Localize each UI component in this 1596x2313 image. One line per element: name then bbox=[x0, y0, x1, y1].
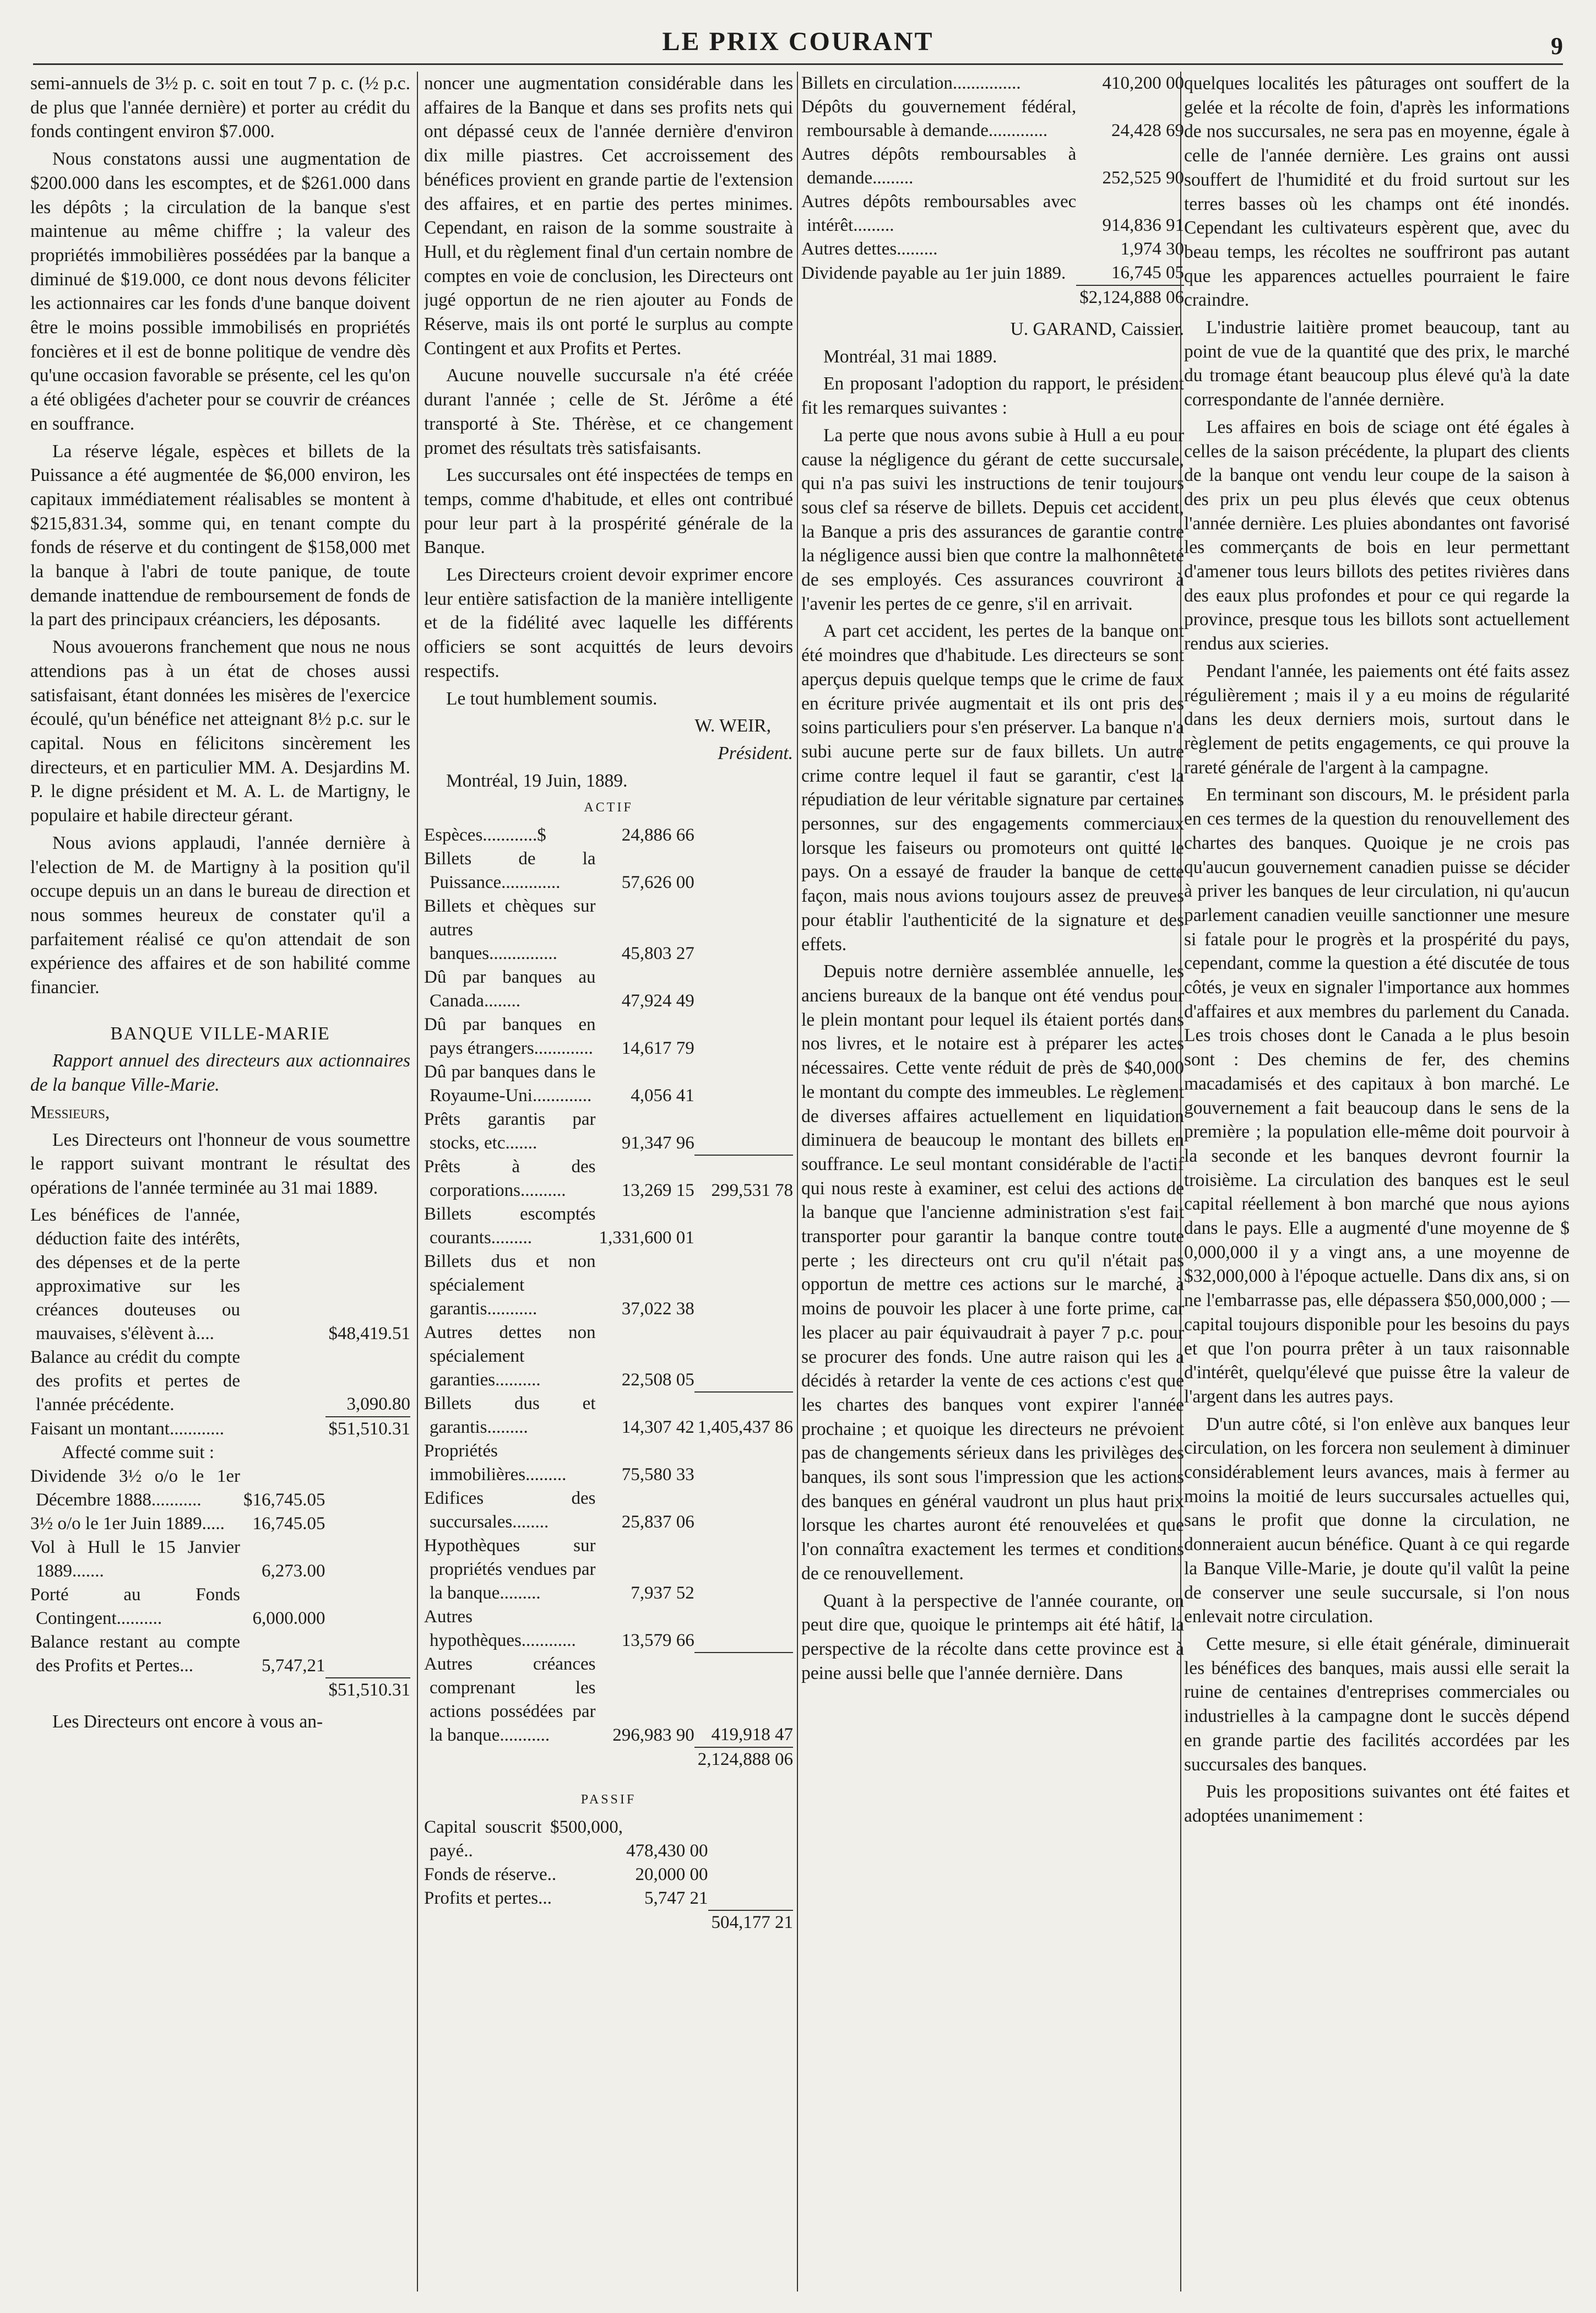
paragraph: D'un autre côté, si l'on enlève aux banques leur circulation, on les forcera non seulement à diminuer considérablement leurs avances, mais à fermer au moins la moitié de leurs succursales actuelles qui, sans le profit que donne la circulation, ne donneraient aucun bénéfice. Quant à ce qui regarde la Banque Ville-Marie, je doute qu'il valût la peine de conserver une seule succursale, si l'on nous enlevait notre circulation. bbox=[1184, 1413, 1570, 1627]
table-row bbox=[30, 1536, 410, 1583]
paragraph: Le tout humblement soumis. bbox=[446, 688, 658, 709]
row-label: Balance au crédit du compte des profits et pertes de l'année précédente. bbox=[30, 1347, 240, 1415]
masthead-title: LE PRIX COURANT bbox=[662, 27, 934, 56]
row-label: Fonds de réserve.. bbox=[424, 1864, 557, 1884]
row-total bbox=[325, 1465, 411, 1512]
row-total: $48,419.51 bbox=[328, 1323, 410, 1344]
row-total: $51,510.31 bbox=[325, 1678, 411, 1702]
header-rule bbox=[33, 63, 1563, 65]
row-total: 2,124,888 06 bbox=[694, 1747, 793, 1772]
row-label: Prêts à des corporations.......... bbox=[424, 1157, 596, 1201]
row-label bbox=[801, 285, 1076, 310]
row-total bbox=[694, 824, 793, 847]
passif-label: PASSIF bbox=[580, 1792, 637, 1807]
row-label: Autres créances comprenant les actions possédées par la banque........... bbox=[424, 1654, 596, 1746]
table-row bbox=[801, 285, 1184, 310]
table-row bbox=[801, 261, 1184, 285]
row-label: Billets et chèques sur autres banques............... bbox=[424, 896, 596, 964]
column-4 bbox=[1184, 72, 1570, 2292]
row-value: 91,347 96 bbox=[621, 1133, 694, 1153]
row-label: Dividende 3½ o/o le 1er Décembre 1888........... bbox=[30, 1466, 240, 1510]
table-row bbox=[424, 1863, 793, 1887]
row-label: Billets en circulation............... bbox=[801, 73, 1021, 93]
row-total bbox=[325, 1631, 411, 1678]
row-value: 24,428 69 bbox=[1111, 121, 1184, 140]
row-label: Prêts garantis par stocks, etc....... bbox=[424, 1109, 596, 1153]
row-value: 20,000 00 bbox=[635, 1864, 708, 1884]
row-value: 252,525 90 bbox=[1102, 168, 1184, 188]
table-row bbox=[424, 895, 793, 966]
table-row bbox=[30, 1204, 410, 1346]
row-label bbox=[424, 1747, 596, 1772]
column-3 bbox=[801, 72, 1184, 2292]
row-value bbox=[596, 1747, 694, 1772]
row-value: 24,886 66 bbox=[621, 825, 694, 846]
table-row bbox=[801, 95, 1184, 143]
row-label: Edifices des succursales........ bbox=[424, 1488, 596, 1532]
profit-table bbox=[30, 1204, 410, 1702]
actif-label: ACTIF bbox=[584, 800, 633, 815]
table-row bbox=[424, 1013, 793, 1060]
paragraph: Pendant l'année, les paiements ont été faits assez régulièrement ; mais il y a eu moins de régularité dans les deux derniers mois, surtout dans le règlement de petits engagements, ce qui prouve la rareté générale de l'argent à la campagne. bbox=[1184, 660, 1570, 778]
row-value: 6,000.000 bbox=[252, 1608, 325, 1628]
row-value: 22,508 05 bbox=[621, 1370, 694, 1390]
table-row bbox=[424, 1653, 793, 1747]
column-divider bbox=[417, 72, 418, 2292]
table-row bbox=[801, 237, 1184, 261]
paragraph: Cette mesure, si elle était générale, diminuerait les bénéfices des banques, mais aussi elle serait la ruine de centaines d'entreprises commerciales ou industrielles à la campagne dont le succès dépend en grande partie des facilités accordées par les succursales des banques. bbox=[1184, 1634, 1570, 1775]
paragraph: En proposant l'adoption du rapport, le président fit les remarques suivantes : bbox=[801, 373, 1184, 419]
row-value: 57,626 00 bbox=[621, 873, 694, 893]
table-row bbox=[424, 1060, 793, 1108]
table-row bbox=[30, 1441, 410, 1465]
table-row bbox=[424, 1816, 793, 1863]
row-total: 419,918 47 bbox=[694, 1653, 793, 1747]
row-value: 75,580 33 bbox=[621, 1465, 694, 1485]
section-heading: BANQUE VILLE-MARIE bbox=[110, 1023, 330, 1044]
paragraph: La réserve légale, espèces et billets de la Puissance a été augmentée de $6,000 environ, les capitaux immédiatement réalisables se montent à $215,831.34, somme qui, en tenant compte du fonds de réserve et du contingent de $158,000 met la banque à l'abri de toute panique, de toute demande inattendue de remboursement de fonds de la part des principaux créanciers, les déposants. bbox=[30, 441, 410, 630]
row-total bbox=[694, 1321, 793, 1392]
row-label: Les bénéfices de l'année, déduction faite des intérêts, des dépenses et de la perte approximative sur les créances douteuses ou mauvaises, s'élèvent à.... bbox=[30, 1205, 240, 1344]
row-label: Autres dépôts remboursables à demande......... bbox=[801, 144, 1077, 188]
table-row bbox=[424, 1155, 793, 1202]
paragraph: Nous avions applaudi, l'année dernière à l'election de M. de Martigny à la position qu'il occupe depuis un an dans le bureau de direction et nous sommes heureux de constater qu'il a parfaitement réalisé ce qu'on attendait de son expérience des affaires et de son habilité comme financier. bbox=[30, 832, 410, 998]
table-row bbox=[30, 1512, 410, 1536]
salutation: Messieurs, bbox=[30, 1102, 110, 1123]
row-total: 3,090.80 bbox=[346, 1394, 410, 1414]
row-total bbox=[694, 1060, 793, 1108]
column-2 bbox=[424, 72, 793, 2292]
row-label: Billets de la Puissance............. bbox=[424, 849, 596, 893]
row-value: 410,200 00 bbox=[1102, 73, 1184, 93]
row-total: $2,124,888 06 bbox=[1076, 285, 1184, 310]
row-value: 13,269 15 bbox=[621, 1180, 694, 1201]
row-total bbox=[694, 1013, 793, 1060]
row-label: Billets escomptés courants......... bbox=[424, 1204, 596, 1248]
row-value bbox=[240, 1346, 325, 1417]
row-label: Espèces............$ bbox=[424, 825, 546, 846]
paragraph: La perte que nous avons subie à Hull a eu pour cause la négligence du gérant de cette succursale, qui n'a pas suivi les instructions de tenir toujours sous clef sa réserve de billets. Depuis cet accident, la Banque a pris des assurances de garantie contre la négligence aussi bien que contre la malhonnêteté de ses employés. Ces assurances couvriront à l'avenir les pertes de ce genre, s'il en arrivait. bbox=[801, 425, 1184, 614]
column-divider bbox=[797, 72, 798, 2292]
table-row bbox=[424, 1534, 793, 1605]
table-row bbox=[424, 966, 793, 1013]
table-row bbox=[30, 1583, 410, 1631]
row-label: Autres dettes non spécialement garanties.......... bbox=[424, 1323, 596, 1390]
table-row bbox=[424, 847, 793, 895]
passif-table bbox=[424, 1816, 793, 1935]
table-row bbox=[424, 1487, 793, 1534]
table-row bbox=[801, 143, 1184, 190]
row-label: Balance restant au compte des Profits et Pertes... bbox=[30, 1632, 240, 1676]
row-label: Vol à Hull le 15 Janvier 1889....... bbox=[30, 1537, 240, 1581]
paragraph: Les affaires en bois de sciage ont été égales à celles de la saison précédente, la plupart des clients de la banque ont vendu leur coupe de la saison à des prix un peu plus élevés que ceux obtenus l'année dernière. Les pluies abondantes ont favorisé les commerçants de bois en leur permettant d'amener tous leurs billots des petites rivières dans des eaux plus profondes et pour ce qui regarde la province, presque tous les billots sont actuellement rendus aux scieries. bbox=[1184, 416, 1570, 654]
table-row bbox=[30, 1631, 410, 1678]
row-label: Dividende payable au 1er juin 1889. bbox=[801, 263, 1066, 283]
signature: U. GARAND, Caissier. bbox=[1010, 319, 1184, 339]
row-total: $51,510.31 bbox=[325, 1417, 411, 1441]
column-1 bbox=[30, 72, 410, 2292]
place-date: Montréal, 31 mai 1889. bbox=[823, 346, 997, 367]
paragraph: noncer une augmentation considérable dans les affaires de la Banque et dans ses profits nets qui ont dépassé ceux de l'année dernière d'environ dix mille piastres. Cet accroissement des bénéfices provient en grande partie de l'extension des affaires, et en partie des pertes minimes. Cependant, en raison de la somme soustraite à Hull, et du règlement final d'un certain nombre de comptes en voie de conclusion, les Directeurs ont jugé opportun de ne rien ajouter au Fonds de Réserve, mais ils ont porté le surplus au compte Contingent et aux Profits et Pertes. bbox=[424, 73, 793, 359]
row-total bbox=[694, 1534, 793, 1605]
table-row bbox=[424, 1392, 793, 1439]
row-value: 45,803 27 bbox=[621, 944, 694, 964]
table-row bbox=[424, 1887, 793, 1910]
row-label: Affecté comme suit : bbox=[61, 1442, 215, 1462]
table-row bbox=[424, 1202, 793, 1250]
row-value: 7,937 52 bbox=[631, 1583, 694, 1604]
row-total bbox=[325, 1512, 411, 1536]
row-value: $16,745.05 bbox=[243, 1489, 325, 1510]
row-label: Propriétés immobilières......... bbox=[424, 1441, 567, 1485]
row-value: 478,430 00 bbox=[626, 1840, 708, 1861]
row-label bbox=[30, 1678, 240, 1702]
table-row bbox=[801, 190, 1184, 237]
paragraph: En terminant son discours, M. le président parla en ces termes de la question du renouvellement des chartes des banques. Quoique je ne crois pas qu'aucun gouvernement canadien puisse se décider à priver les banques de leur circulation, ni qu'aucun parlement canadien veuille sanctionner une mesure si fatale pour le progrès et la prospérité du pays, cependant, comme la question a été discutée de tous côtés, je veux en signaler l'importance aux hommes d'affaires et aux membres du parlement du Canada. Les trois choses dont le Canada a le plus besoin sont : Des chemins de fer, des chemins macadamisés et des capitaux à bon marché. Le gouvernement a fait beaucoup dans le sens de la première ; la population elle-même doit pourvoir à la seconde et les banques devront fournir la troisième. La circulation des banques est le seul capital réellement à bon marché que nous ayions dans le pays. Elle a augmenté d'une moyenne de $ 0,000,000 il y a vingt ans, a une moyenne de $32,000,000 à l'époque actuelle. Dans dix ans, si on ne l'embarrasse pas, elle dépassera $50,000,000 ; — capital toujours disponible pour les besoins du pays et que l'on pourra prêter à un taux raisonnable d'intérêt, quelqu'élevé que puisse être la valeur de l'argent dans les autres pays. bbox=[1184, 784, 1570, 1407]
paragraph: quelques localités les pâturages ont souffert de la gelée et la récolte de foin, d'après les informations de nos succursales, ne sera pas en moyenne, égale à celle de l'année dernière. Les grains ont aussi souffert de l'humidité et du froid surtout sur les terres basses où les champs ont été inondés. Cependant les cultivateurs espèrent que, avec du beau temps, les récoltes ne souffriront pas autant que les apparences actuelles pourraient le faire craindre. bbox=[1184, 73, 1570, 311]
row-total bbox=[694, 966, 793, 1013]
page-header bbox=[22, 11, 1574, 72]
paragraph: Nous avouerons franchement que nous ne nous attendions pas à un état de choses aussi satisfaisant, étant données les misères de l'exercice écoulé, qu'un bénéfice net atteignant 8½ p.c. sur le capital. Nous en félicitons sincèrement les directeurs, et en particulier MM. A. Desjardins M. P. le digne président et M. A. L. de Martigny, le populaire et habile directeur gérant. bbox=[30, 637, 410, 826]
table-row bbox=[30, 1465, 410, 1512]
row-value: 16,745 05 bbox=[1111, 263, 1184, 283]
paragraph: Les succursales ont été inspectées de temps en temps, comme d'habitude, et elles ont contribué pour leur part à la prospérité générale de la Banque. bbox=[424, 465, 793, 558]
row-total: 299,531 78 bbox=[694, 1155, 793, 1202]
signature-title: Président. bbox=[718, 743, 793, 763]
row-value: 6,273.00 bbox=[262, 1561, 325, 1581]
row-total bbox=[694, 895, 793, 966]
row-value: 5,747 21 bbox=[644, 1888, 708, 1908]
table-row bbox=[424, 1910, 793, 1935]
row-value: 1,331,600 01 bbox=[599, 1228, 694, 1248]
table-row bbox=[30, 1346, 410, 1417]
row-total bbox=[325, 1441, 411, 1465]
row-total bbox=[708, 1863, 794, 1887]
row-value: 47,924 49 bbox=[621, 991, 694, 1011]
row-value: 14,307 42 bbox=[621, 1417, 694, 1438]
row-label: Dû par banques au Canada........ bbox=[424, 967, 596, 1011]
row-label bbox=[424, 1910, 623, 1935]
table-row bbox=[30, 1417, 410, 1441]
row-value bbox=[240, 1678, 325, 1702]
row-total: 504,177 21 bbox=[708, 1910, 794, 1935]
section-subheading: Rapport annuel des directeurs aux actionnaires de la banque Ville-Marie. bbox=[30, 1050, 410, 1096]
paragraph: Les Directeurs croient devoir exprimer encore leur entière satisfaction de la manière intelligente et de la fidélité avec laquelle les différents officiers se sont acquittés de leurs devoirs respectifs. bbox=[424, 565, 793, 681]
paragraph: Nous constatons aussi une augmentation de $200.000 dans les escomptes, et de $261.000 dans les dépôts ; la circulation de la banque s'est maintenue au même chiffre ; la valeur des propriétés immobilières possédées par la banque a diminué de $19.000, ce dont nous devons féliciter les actionnaires car les fonds d'une banque doivent être le moins possible immobilisés en propriétés foncières et il est de bonne politique de vendre dès qu'une occasion favorable se présente, cel les qu'on a été obligées d'acheter pour se couvrir de créances en souffrance. bbox=[30, 149, 410, 434]
table-row bbox=[424, 1321, 793, 1392]
row-value: 296,983 90 bbox=[612, 1725, 694, 1746]
paragraph: Aucune nouvelle succursale n'a été créée durant l'année ; celle de St. Jérôme a été transporté à Ste. Thérèse, et ce changement promet des résultats très satisfaisants. bbox=[424, 365, 793, 458]
table-row bbox=[30, 1678, 410, 1702]
row-label: Dû par banques dans le Royaume-Uni............. bbox=[424, 1062, 596, 1106]
row-total bbox=[694, 1250, 793, 1321]
paragraph: A part cet accident, les pertes de la banque ont été moindres que d'habitude. Les directeurs se sont aperçus depuis quelque temps que le crime de faux en écriture privée augmentait et ils ont pris des soins particuliers pour s'en préserver. La banque n'a subi aucune perte sur de faux billets. Un autre crime contre lequel il faut se garantir, c'est la répudiation de leur véritable signature par certaines personnes, sur des engagements commerciaux lorsque les faiseurs ou promoteurs ont quitté le pays. On a essayé de frauder la banque de cette façon, mais nous avions toujours assez de preuves pour établir l'authenticité de la signature et des effets. bbox=[801, 621, 1184, 955]
table-row bbox=[424, 824, 793, 847]
row-value: 1,974 30 bbox=[1120, 239, 1184, 259]
actif-table bbox=[424, 824, 793, 1772]
row-total bbox=[325, 1536, 411, 1583]
place-date: Montréal, 19 Juin, 1889. bbox=[446, 770, 628, 791]
row-total bbox=[694, 1108, 793, 1155]
row-total bbox=[694, 1605, 793, 1653]
row-total bbox=[694, 1487, 793, 1534]
table-row bbox=[424, 1747, 793, 1772]
row-label: Autres hypothèques............ bbox=[424, 1607, 576, 1651]
row-total bbox=[694, 847, 793, 895]
row-value: 13,579 66 bbox=[621, 1631, 694, 1651]
table-row bbox=[424, 1108, 793, 1155]
row-total: 1,405,437 86 bbox=[694, 1392, 793, 1439]
paragraph: Quant à la perspective de l'année courante, on peut dire que, quoique le printemps ait été hâtif, la perspective de la récolte dans cette province est à peine aussi belle que l'année dernière. Dans bbox=[801, 1590, 1184, 1683]
row-label: Profits et pertes... bbox=[424, 1888, 552, 1908]
paragraph: Les Directeurs ont l'honneur de vous soumettre le rapport suivant montrant le résultat des opérations de l'année terminée au 31 mai 1889. bbox=[30, 1129, 410, 1198]
row-label: 3½ o/o le 1er Juin 1889..... bbox=[30, 1513, 225, 1534]
table-row bbox=[424, 1250, 793, 1321]
row-value: 37,022 38 bbox=[621, 1299, 694, 1319]
paragraph: Les Directeurs ont encore à vous an- bbox=[52, 1711, 323, 1732]
row-value: 914,836 91 bbox=[1102, 215, 1184, 235]
row-label: Porté au Fonds Contingent.......... bbox=[30, 1584, 240, 1628]
row-total bbox=[694, 1439, 793, 1487]
row-value: 14,617 79 bbox=[621, 1038, 694, 1059]
row-value bbox=[623, 1910, 708, 1935]
row-value bbox=[240, 1441, 325, 1465]
table-row bbox=[424, 1605, 793, 1653]
row-total bbox=[694, 1202, 793, 1250]
row-total bbox=[708, 1887, 794, 1910]
passif-continued-table bbox=[801, 72, 1184, 310]
page-number: 9 bbox=[1551, 32, 1563, 59]
paragraph: L'industrie laitière promet beaucoup, tant au point de vue de la quantité que des prix, le marché du tromage étant beaucoup plus élevé qu'à la date correspondante de l'année dernière. bbox=[1184, 317, 1570, 410]
row-label: Faisant un montant............ bbox=[30, 1418, 224, 1439]
row-value: 4,056 41 bbox=[631, 1086, 694, 1106]
row-value bbox=[240, 1204, 325, 1346]
row-label: Billets dus et non spécialement garantis........... bbox=[424, 1252, 596, 1319]
row-value bbox=[240, 1417, 325, 1441]
row-label: Billets dus et garantis......... bbox=[424, 1394, 596, 1438]
row-value: 5,747,21 bbox=[262, 1655, 325, 1676]
row-label: Dépôts du gouvernement fédéral, remboursable à demande............. bbox=[801, 97, 1077, 140]
table-row bbox=[801, 72, 1184, 95]
row-label: Hypothèques sur propriétés vendues par la banque......... bbox=[424, 1536, 596, 1604]
paragraph: Puis les propositions suivantes ont été faites et adoptées unanimement : bbox=[1184, 1781, 1570, 1826]
signature: W. WEIR, bbox=[694, 716, 771, 736]
row-value: 16,745.05 bbox=[252, 1513, 325, 1534]
row-label: Autres dettes......... bbox=[801, 239, 938, 259]
row-label: Autres dépôts remboursables avec intérêt......... bbox=[801, 192, 1077, 235]
table-row bbox=[424, 1439, 793, 1487]
row-value: 25,837 06 bbox=[621, 1512, 694, 1532]
paragraph: semi-annuels de 3½ p. c. soit en tout 7 p. c. (½ p.c. de plus que l'année dernière) et porter au crédit du fonds contingent environ $7.000. bbox=[30, 73, 410, 142]
row-label: Capital souscrit $500,000, payé.. bbox=[424, 1817, 623, 1861]
paragraph: Depuis notre dernière assemblée annuelle, les anciens bureaux de la banque ont été vendus pour le plein montant pour lequel ils étaient portés dans nos livres, et le notaire est à préparer les actes nécessaires. Cette vente réduit de près de $40,000 le montant du compte des immeubles. Le règlement de diverses affaires actuellement en liquidation diminuera de beaucoup le montant des billets en souffrance. Le seul montant considérable de l'actif qui nous reste à examiner, est celui des actions de la banque que l'ancienne administration s'est fait transporter pour garantir la banque contre toute perte ; les directeurs ont cru qu'il n'était pas opportun de mettre ces actions sur le marché, à moins de pouvoir les placer à une forte prime, car les placer au pair équivaudrait à payer 7 p.c. pour se procurer des fonds. Une autre raison qui les a décidés à retarder la vente de ces actions c'est que les chartes des banques vont expirer l'année prochaine ; et quoique les directeurs ne prévoient pas de changements sérieux dans les privilèges des banques, ils sont sous l'impression que les actions des banques en général vaudront un plus haut prix lorsque les chartes auront été renouvelées et que l'on connaîtra exactement les termes et conditions de ce renouvellement. bbox=[801, 961, 1184, 1584]
row-total bbox=[708, 1816, 794, 1863]
row-label: Dû par banques en pays étrangers............. bbox=[424, 1015, 596, 1059]
row-total bbox=[325, 1583, 411, 1631]
